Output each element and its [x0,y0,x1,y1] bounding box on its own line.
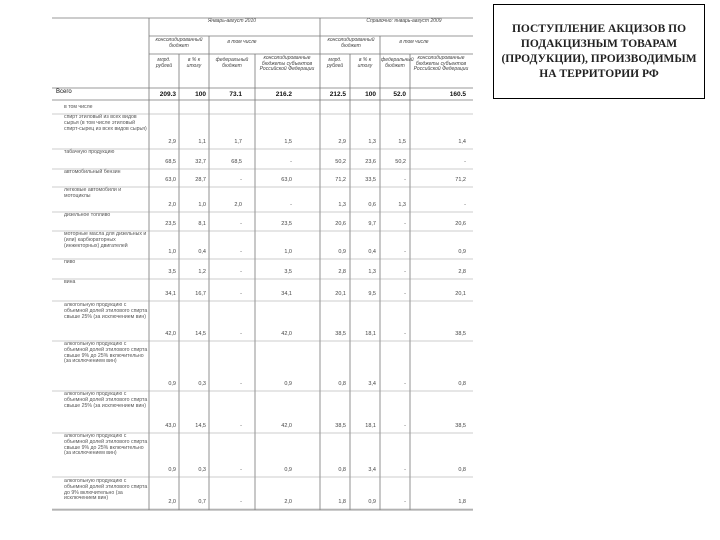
table-cell: 160.5 [449,91,466,98]
table-cell: - [404,249,406,255]
table-cell: 1,8 [338,499,346,505]
table-cell: 1,8 [458,499,466,505]
table-cell: 3,4 [368,381,376,387]
table-cell: 2,9 [338,139,346,145]
table-cell: 0,9 [368,499,376,505]
table-cell: 50,2 [335,159,346,165]
table-cell: 2,0 [234,202,242,208]
table-cell: 2,0 [168,499,176,505]
header-consolidated-1: консолидированный бюджет [155,37,203,49]
table-cell: 1,0 [198,202,206,208]
table-cell: 0,8 [338,467,346,473]
table-cell: - [240,381,242,387]
header-consolidated-2: консолидированный бюджет [327,37,375,49]
table-cell: 0,9 [284,381,292,387]
row-label: в том числе [64,104,93,110]
table-cell: - [240,331,242,337]
table-cell: 20,1 [335,291,346,297]
table-cell: - [290,202,292,208]
table-cell: 20,1 [455,291,466,297]
table-cell: 2,8 [458,269,466,275]
table-cell: - [404,499,406,505]
header-sub-2c: федеральный бюджет [381,57,414,69]
table-cell: 1,3 [368,139,376,145]
table-cell: 9,5 [368,291,376,297]
table-cell: - [404,177,406,183]
slide-title: ПОСТУПЛЕНИЕ АКЦИЗОВ ПО ПОДАКЦИЗНЫМ ТОВАРАМ (ПРОДУКЦИИ), ПРОИЗВОДИМЫМ НА ТЕРРИТОРИИ РФ [493,4,705,99]
table-cell: - [290,159,292,165]
table-cell: 216.2 [275,91,292,98]
table-cell: 100 [365,91,376,98]
table-cell: 63,0 [281,177,292,183]
table-cell: 38,5 [455,331,466,337]
row-label: дизельное топливо [64,212,111,218]
table-cell: 23,5 [281,221,292,227]
table-cell: 1,3 [338,202,346,208]
table-cell: 1,0 [284,249,292,255]
table-cell: - [240,467,242,473]
row-label: вина [64,279,76,285]
table-cell: 8,1 [198,221,206,227]
table-cell: 34,1 [165,291,176,297]
header-sub-2d: консолидированные бюджеты субъектов Российской Федерации [413,55,469,73]
table-cell: 0,8 [458,467,466,473]
table-cell: 38,5 [335,423,346,429]
table-cell: - [404,467,406,473]
row-label: алкогольную продукцию с объемной долей этилового спирта свыше 9% до 25% включительно (за исключением вин) [64,341,148,365]
header-sub-1b: в % к итогу [186,57,202,69]
table-cell: 34,1 [281,291,292,297]
table-cell: 0,9 [168,381,176,387]
table-cell: 0,7 [198,499,206,505]
table-cell: 2,0 [284,499,292,505]
header-sub-1c: федеральный бюджет [215,57,249,69]
row-label: алкогольную продукцию с объемной долей этилового спирта до 9% включительно (за исключением вин) [64,478,148,502]
row-label: пиво [64,259,76,265]
table-cell: 42,0 [165,331,176,337]
table-cell: 100 [195,91,206,98]
table-cell: 0,8 [338,381,346,387]
table-cell: 23,6 [365,159,376,165]
table-cell: 0,6 [368,202,376,208]
table-cell: 3,4 [368,467,376,473]
table-cell: - [240,423,242,429]
table-cell: 212.5 [329,91,346,98]
table-cell: 16,7 [195,291,206,297]
table-cell: 18,1 [365,331,376,337]
scanned-table [52,14,473,512]
table-cell: 33,5 [365,177,376,183]
row-label: спирт этиловый из всех видов сырья (в том числе этиловый спирт-сырец из всех видов сырья) [64,114,147,132]
table-cell: 32,7 [195,159,206,165]
table-cell: 63,0 [165,177,176,183]
header-sub-1a: млрд. рублей [155,57,173,69]
table-cell: - [240,249,242,255]
row-label: табачную продукцию [64,149,115,155]
table-cell: 1,1 [198,139,206,145]
table-cell: 1,2 [198,269,206,275]
table-cell: 73.1 [229,91,242,98]
table-cell: 3,5 [168,269,176,275]
table-cell: 209.3 [159,91,176,98]
row-label: алкогольную продукцию с объемной долей этилового спирта свыше 9% до 25% включительно (за исключением вин) [64,433,148,457]
table-cell: 0,3 [198,381,206,387]
row-label: моторные масла для дизельных и (или) карбюраторных (инжекторных) двигателей [64,231,147,249]
table-cell: 42,0 [281,423,292,429]
header-sub-2a: млрд. рублей [326,57,344,69]
row-label: легковые автомобили и мотоциклы [64,187,122,199]
table-cell: 38,5 [455,423,466,429]
table-cell: 38,5 [335,331,346,337]
table-cell: - [404,331,406,337]
table-cell: 2,0 [168,202,176,208]
header-period2: Справочно: январь-август 2009 [366,18,442,24]
table-cell: 1,0 [168,249,176,255]
table-cell: 2,8 [338,269,346,275]
table-cell: 3,5 [284,269,292,275]
row-label: Всего [56,89,72,95]
table-cell: 71,2 [335,177,346,183]
table-cell: - [464,202,466,208]
table-cell: 52.0 [393,91,406,98]
table-cell: - [240,221,242,227]
table-cell: - [240,269,242,275]
table-cell: 0,4 [368,249,376,255]
header-sub-1d: консолидированные бюджеты субъектов Российской Федерации [259,55,315,73]
table-cell: 0,8 [458,381,466,387]
row-label: алкогольную продукцию с объемной долей этилового спирта свыше 25% (за исключением вин) [64,391,148,409]
table-cell: 18,1 [365,423,376,429]
table-cell: 43,0 [165,423,176,429]
table-cell: 0,9 [338,249,346,255]
table-cell: 50,2 [395,159,406,165]
table-cell: 14,5 [195,331,206,337]
table-cell: 20,6 [335,221,346,227]
table-cell: 71,2 [455,177,466,183]
header-incl-1: в том числе [227,39,257,45]
table-cell: 28,7 [195,177,206,183]
table-cell: 0,4 [198,249,206,255]
table-cell: 2,9 [168,139,176,145]
table-cell: - [240,291,242,297]
table-cell: 14,5 [195,423,206,429]
header-period1: Январь-август 2010 [207,18,257,24]
table-cell: 1,4 [458,139,466,145]
row-label: автомобильный бензин [64,169,121,175]
table-cell: 68,5 [165,159,176,165]
table-cell: 68,5 [231,159,242,165]
table-cell: 1,5 [398,139,406,145]
table-cell: 42,0 [281,331,292,337]
table-cell: 0,9 [284,467,292,473]
header-incl-2: в том числе [399,39,429,45]
table-cell: 23,5 [165,221,176,227]
table-cell: - [464,159,466,165]
table-cell: 1,3 [368,269,376,275]
table-cell: 9,7 [368,221,376,227]
table-cell: 0,9 [458,249,466,255]
table-cell: 1,3 [398,202,406,208]
table-cell: - [404,291,406,297]
row-label: алкогольную продукцию с объемной долей этилового спирта свыше 25% (за исключением вин) [64,302,148,320]
table-cell: 1,5 [284,139,292,145]
table-cell: - [240,499,242,505]
table-cell: 20,6 [455,221,466,227]
table-cell: 0,9 [168,467,176,473]
table-cell: - [404,423,406,429]
table-cell: - [240,177,242,183]
header-sub-2b: в % к итогу [357,57,373,69]
table-cell: 1,7 [234,139,242,145]
table-cell: - [404,269,406,275]
table-cell: 0,3 [198,467,206,473]
table-cell: - [404,381,406,387]
table-cell: - [404,221,406,227]
